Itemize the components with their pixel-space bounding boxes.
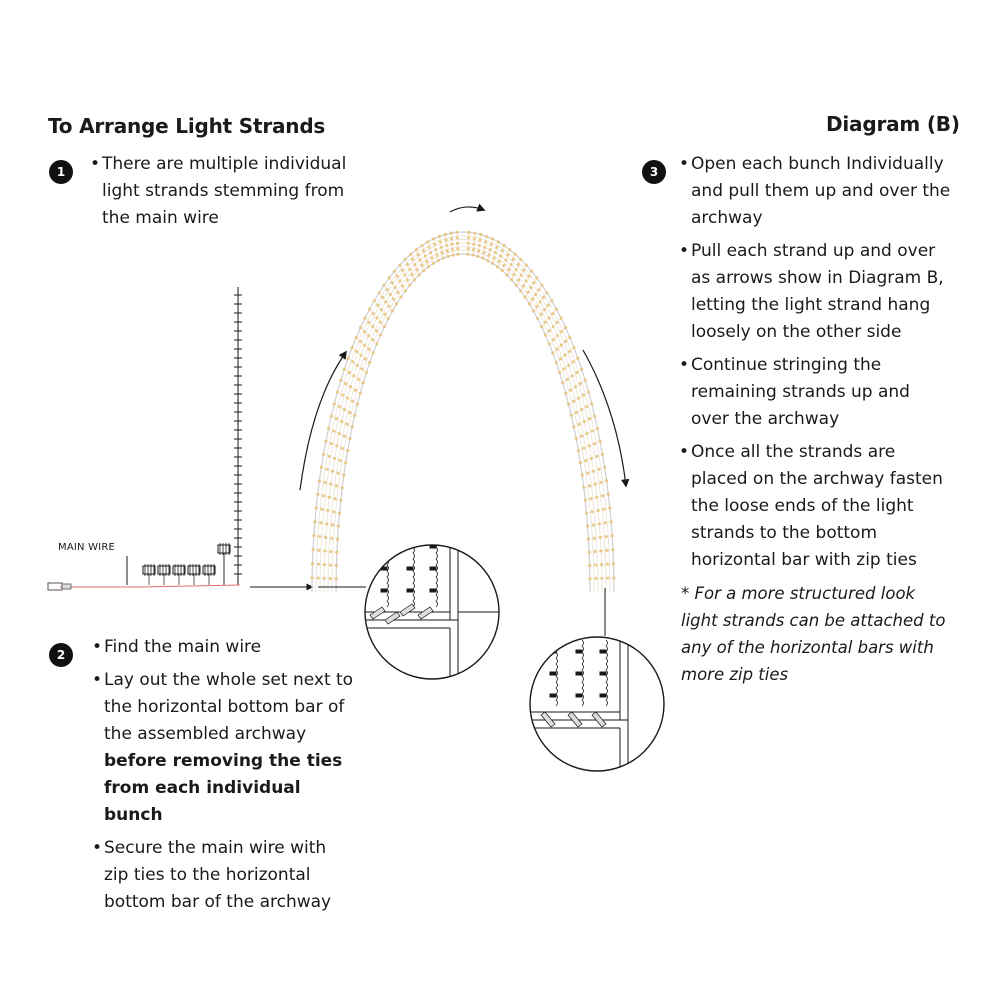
unrolled-strand — [234, 287, 242, 585]
diagram-title: Diagram (B) — [826, 112, 960, 136]
bunch-icon — [158, 564, 170, 585]
step-2-bullet-2-plain: Lay out the whole set next to the horizontal bottom bar of the assembled archway — [104, 670, 354, 744]
detail-circle-left — [360, 530, 500, 700]
archway — [311, 231, 616, 592]
step-3-note: * For a more structured look light strands can be attached to any of the horizontal bars with more zip ties — [681, 584, 946, 684]
step-3-bullet-2: • Pull each strand up and over as arrows show in Diagram B, letting the light strand hang loosely on the other side — [679, 238, 951, 346]
light-bunches — [143, 543, 230, 585]
step-1-bullet: • There are multiple individual light strands stemming from the main wire — [90, 151, 352, 232]
section-title: To Arrange Light Strands — [48, 114, 326, 138]
step-3-bullet-1: • Open each bunch Individually and pull them up and over the archway — [679, 151, 951, 232]
bunch-icon — [203, 564, 215, 585]
main-wire-label: MAIN WIRE — [58, 542, 115, 553]
plug-icon — [48, 583, 62, 590]
bunch-icon — [173, 564, 185, 585]
step-1-badge: 1 — [49, 160, 73, 184]
step-2-bullet-3: • Secure the main wire with zip ties to the horizontal bottom bar of the archway — [92, 835, 354, 916]
step-3-bullet-3: • Continue stringing the remaining strands up and over the archway — [679, 352, 951, 433]
step-2-bullet-2-bold: before removing the ties from each individual bunch — [104, 751, 343, 825]
detail-circle-right — [520, 620, 664, 790]
step-2-badge: 2 — [49, 643, 73, 667]
step-3-bullet-4: • Once all the strands are placed on the archway fasten the loose ends of the light strands to the bottom horizontal bar with zip ties — [679, 439, 951, 574]
step-2-bullet-1: • Find the main wire — [92, 634, 354, 661]
step-3-badge: 3 — [642, 160, 666, 184]
over-arrow — [450, 207, 484, 212]
bunch-icon — [143, 564, 155, 585]
bunch-icon — [188, 564, 200, 585]
up-arrow — [300, 352, 346, 490]
